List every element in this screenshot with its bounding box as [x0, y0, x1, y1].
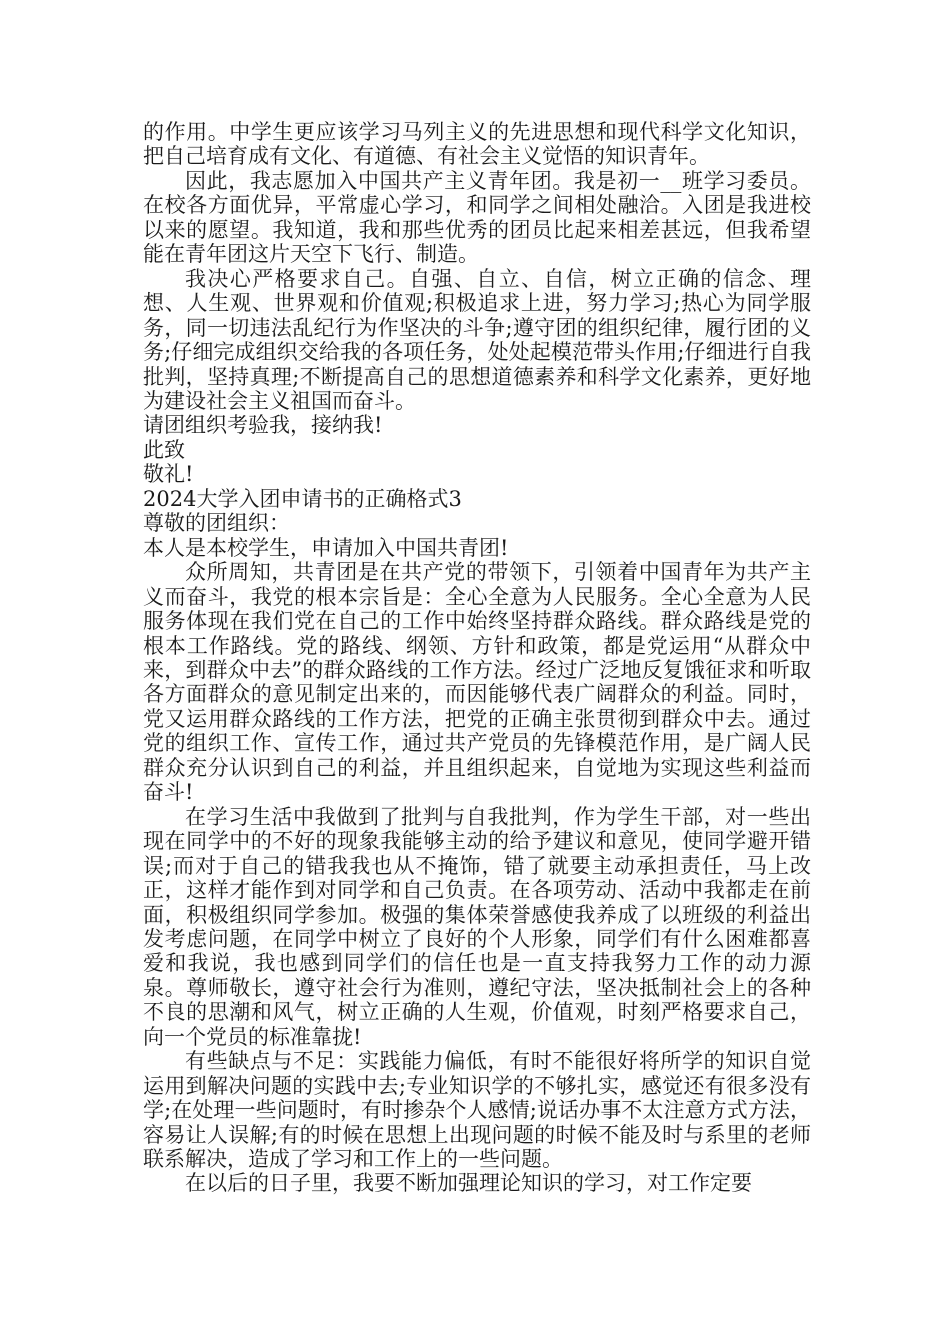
paragraph-future: 在以后的日子里，我要不断加强理论知识的学习，对工作定要 — [185, 1171, 752, 1196]
paragraph-resolution: 我决心严格要求自己。自强、自立、自信，树立正确的信念、理想、人生观、世界观和价值观;积极追求上进，努力学习;热心为同学服务，同一切违法乱纪行为作坚决的斗争;遵守团的组织纪律，履行团的义务;仔细完成组织交给我的各项任务，处处起模范带头作用;仔细进行自我批判，坚持真理;不断提高自己的思想道德素养和科学文化素养，更好地为建设社会主义祖国而奋斗。 — [143, 266, 811, 413]
paragraph-request: 请团组织考验我，接纳我! — [143, 413, 383, 438]
paragraph-volunteer: 因此，我志愿加入中国共产主义青年团。我是初一__班学习委员。在校各方面优异，平常虚心学习，和同学之间相处融洽。入团是我进校以来的愿望。我知道，我和那些优秀的团员比起来相差甚远，但我希望能在青年团这片天空下飞行、制造。 — [143, 168, 811, 267]
paragraph-greeting: 尊敬的团组织： — [143, 511, 290, 536]
paragraph-application: 本人是本校学生，申请加入中国共青团! — [143, 535, 509, 560]
paragraph-closing-respect: 敬礼! — [143, 462, 194, 487]
paragraph-mass-line: 众所周知，共青团是在共产党的带领下，引领着中国青年为共产主义而奋斗，我党的根本宗旨是：全心全意为人民服务。全心全意为人民服务体现在我们党在自己的工作中始终坚持群众路线。群众路线是党的根本工作路线。党的路线、纲领、方针和政策，都是党运用“从群众中来，到群众中去”的群众路线的工作方法。经过广泛地反复饿征求和听取各方面群众的意见制定出来的，而因能够代表广阔群众的利益。同时，党又运用群众路线的工作方法，把党的正确主张贯彻到群众中去。通过党的组织工作、宣传工作，通过共产党员的先锋模范作用，是广阔人民群众充分认识到自己的利益，并且组织起来，自觉地为实现这些利益而奋斗! — [143, 560, 811, 805]
paragraph-intro-end: 的作用。中学生更应该学习马列主义的先进思想和现代科学文化知识，把自己培育成有文化、有道德、有社会主义觉悟的知识青年。 — [143, 120, 811, 169]
document-body — [143, 120, 811, 1196]
paragraph-closing-salutation: 此致 — [143, 437, 185, 462]
section-heading: 2024大学入团申请书的正确格式3 — [143, 486, 462, 511]
paragraph-shortcomings: 有些缺点与不足：实践能力偏低，有时不能很好将所学的知识自觉运用到解决问题的实践中去;专业知识学的不够扎实，感觉还有很多没有学;在处理一些问题时，有时掺杂个人感情;说话办事不太注意方式方法，容易让人误解;有的时候在思想上出现问题的时候不能及时与系里的老师联系解决，造成了学习和工作上的一些问题。 — [143, 1049, 811, 1172]
paragraph-self-criticism: 在学习生活中我做到了批判与自我批判，作为学生干部，对一些出现在同学中的不好的现象我能够主动的给予建议和意见，使同学避开错误;而对于自己的错我我也从不掩饰，错了就要主动承担责任，马上改正，这样才能作到对同学和自己负责。在各项劳动、活动中我都走在前面，积极组织同学参加。极强的集体荣誉感使我养成了以班级的利益出发考虑问题，在同学中树立了良好的个人形象，同学们有什么困难都喜爱和我说，我也感到同学们的信任也是一直支持我努力工作的动力源泉。尊师敬长，遵守社会行为准则，遵纪守法，坚决抵制社会上的各种不良的思潮和风气，树立正确的人生观，价值观，时刻严格要求自己，向一个党员的标准靠拢! — [143, 804, 811, 1049]
